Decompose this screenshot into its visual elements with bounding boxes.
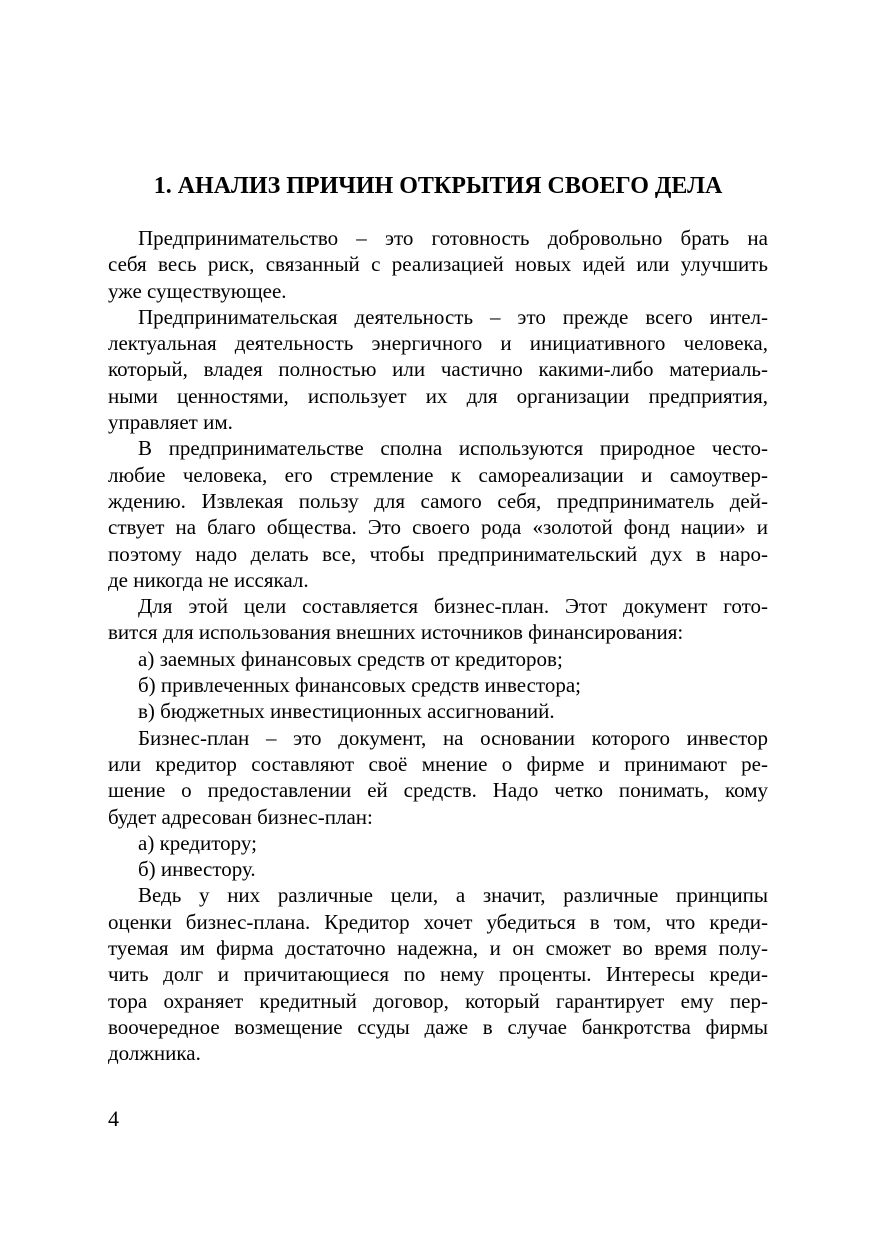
text-line: ждению. Извлекая пользу для самого себя, предприниматель дей- xyxy=(108,488,768,513)
page-number: 4 xyxy=(108,1106,119,1131)
text-line: будет адресован бизнес-план: xyxy=(108,804,373,829)
text-line: в) бюджетных инвестиционных ассигнований. xyxy=(138,699,555,724)
text-line: Бизнес-план – это документ, на основании которого инвестор xyxy=(138,725,768,750)
text-line: себя весь риск, связанный с реализацией новых идей или улучшить xyxy=(108,252,768,277)
chapter-title: 1. АНАЛИЗ ПРИЧИН ОТКРЫТИЯ СВОЕГО ДЕЛА xyxy=(153,173,723,199)
text-line: Предпринимательская деятельность – это прежде всего интел- xyxy=(138,304,768,329)
text-line: любие человека, его стремление к самореализации и самоутвер- xyxy=(108,462,768,487)
text-line: тора охраняет кредитный договор, который гарантирует ему пер- xyxy=(108,988,768,1013)
text-line: б) привлеченных финансовых средств инвестора; xyxy=(138,673,581,698)
text-line: Ведь у них различные цели, а значит, различные принципы xyxy=(138,883,768,908)
text-line: чить долг и причитающиеся по нему проценты. Интересы креди- xyxy=(108,962,768,987)
text-line: поэтому надо делать все, чтобы предпринимательский дух в наро- xyxy=(108,541,768,566)
text-line: управляет им. xyxy=(108,410,233,435)
text-line: оценки бизнес-плана. Кредитор хочет убедиться в том, что креди- xyxy=(108,909,768,934)
text-line: вится для использования внешних источников финансирования: xyxy=(108,620,684,645)
text-line: уже существующее. xyxy=(108,278,287,303)
body-text xyxy=(108,225,768,1067)
text-line: ными ценностями, использует их для организации предприятия, xyxy=(108,383,768,408)
text-line: ствует на благо общества. Это своего рода «золотой фонд нации» и xyxy=(108,515,768,540)
text-line: туемая им фирма достаточно надежна, и он сможет во время полу- xyxy=(108,936,768,961)
text-line: который, владея полностью или частично какими-либо материаль- xyxy=(108,357,768,382)
text-line: де никогда не иссякал. xyxy=(108,567,309,592)
text-line: Для этой цели составляется бизнес-план. Этот документ гото- xyxy=(138,594,768,619)
text-line: лектуальная деятельность энергичного и инициативного человека, xyxy=(108,331,768,356)
text-line: должника. xyxy=(108,1041,201,1066)
text-line: б) инвестору. xyxy=(138,857,256,882)
text-line: а) кредитору; xyxy=(138,830,257,855)
text-line: или кредитор составляют своё мнение о фирме и принимают ре- xyxy=(108,751,768,776)
text-line: а) заемных финансовых средств от кредиторов; xyxy=(138,646,563,671)
text-line: воочередное возмещение ссуды даже в случае банкротства фирмы xyxy=(108,1014,768,1039)
text-line: шение о предоставлении ей средств. Надо четко понимать, кому xyxy=(108,778,768,803)
text-line: Предпринимательство – это готовность добровольно брать на xyxy=(138,226,768,250)
text-line: В предпринимательстве сполна используются природное често- xyxy=(138,436,768,461)
